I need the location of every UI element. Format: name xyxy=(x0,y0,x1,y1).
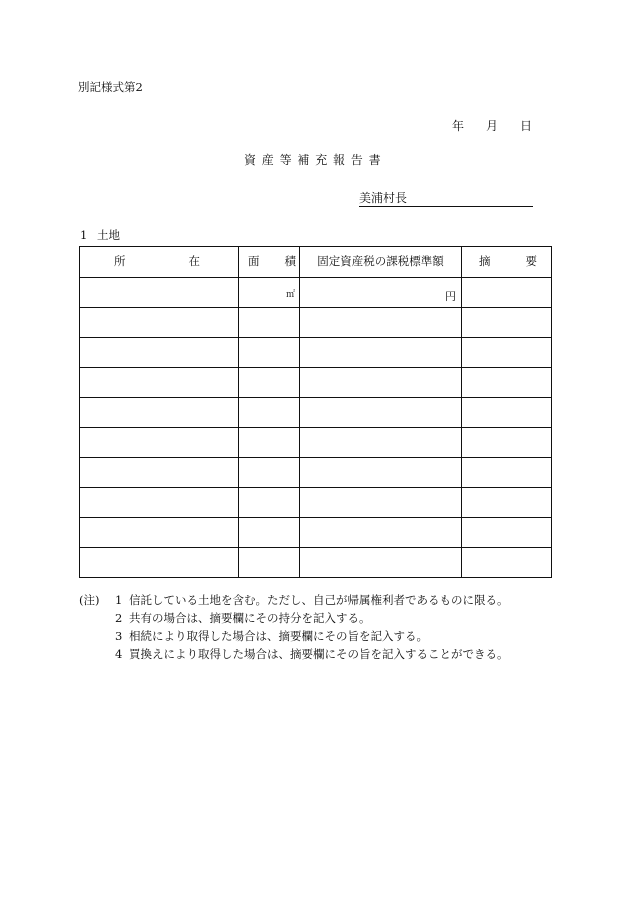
cell-remarks xyxy=(462,368,552,398)
cell-location xyxy=(80,488,239,518)
note-item xyxy=(79,649,509,661)
addressee: 美浦村長 xyxy=(359,191,408,205)
table-row xyxy=(80,368,552,398)
cell-assessed-value xyxy=(300,458,462,488)
note-text: 買換えにより取得した場合は、摘要欄にその旨を記入することができる。 xyxy=(129,647,509,661)
cell-location xyxy=(80,308,239,338)
land-table xyxy=(79,246,552,578)
cell-remarks xyxy=(462,488,552,518)
table-row xyxy=(80,338,552,368)
cell-assessed-value xyxy=(300,548,462,578)
cell-assessed-value xyxy=(300,428,462,458)
note-text: 信託している土地を含む。ただし、自己が帰属権利者であるものに限る。 xyxy=(129,593,509,607)
table-row xyxy=(80,548,552,578)
area-unit: ㎡ xyxy=(285,290,295,300)
cell-area xyxy=(239,458,300,488)
cell-remarks xyxy=(462,308,552,338)
header-remarks xyxy=(462,247,552,278)
note-text: 共有の場合は、摘要欄にその持分を記入する。 xyxy=(129,611,371,625)
cell-assessed-value xyxy=(300,338,462,368)
cell-remarks xyxy=(462,338,552,368)
table-row xyxy=(80,278,552,308)
cell-area xyxy=(239,398,300,428)
cell-location xyxy=(80,398,239,428)
header-area-char: 積 xyxy=(284,254,296,269)
cell-area xyxy=(239,338,300,368)
cell-assessed-value xyxy=(300,518,462,548)
note-item xyxy=(79,595,509,607)
table-row xyxy=(80,308,552,338)
cell-location xyxy=(80,278,239,308)
cell-location xyxy=(80,518,239,548)
date-day-label: 日 xyxy=(520,119,533,133)
section-number: 1 xyxy=(80,228,88,242)
note-number: 3 xyxy=(115,629,123,643)
table-header-row xyxy=(80,247,552,278)
cell-remarks xyxy=(462,428,552,458)
note-number: 2 xyxy=(115,611,123,625)
table-row xyxy=(80,458,552,488)
cell-assessed-value xyxy=(300,308,462,338)
table-row xyxy=(80,428,552,458)
header-remarks-char: 摘 xyxy=(479,254,491,269)
cell-remarks xyxy=(462,458,552,488)
cell-area xyxy=(239,488,300,518)
document-title: 資産等補充報告書 xyxy=(244,153,387,167)
cell-area xyxy=(239,518,300,548)
cell-area xyxy=(239,368,300,398)
cell-location xyxy=(80,458,239,488)
header-location-char: 所 xyxy=(114,254,126,269)
table-row xyxy=(80,518,552,548)
section-label: 土地 xyxy=(97,228,120,242)
header-area-char: 面 xyxy=(248,254,260,269)
header-assessed-value xyxy=(300,247,462,278)
notes-label: (注) xyxy=(79,593,100,607)
cell-location xyxy=(80,548,239,578)
header-remarks-char: 要 xyxy=(525,254,537,269)
cell-assessed-value xyxy=(300,368,462,398)
table-row xyxy=(80,488,552,518)
cell-location xyxy=(80,428,239,458)
note-number: 1 xyxy=(115,593,123,607)
cell-area xyxy=(239,428,300,458)
date-year-label: 年 xyxy=(452,119,465,133)
cell-assessed-value xyxy=(300,278,462,308)
date-month-label: 月 xyxy=(486,119,499,133)
note-text: 相続により取得した場合は、摘要欄にその旨を記入する。 xyxy=(129,629,428,643)
addressee-line xyxy=(359,192,533,207)
header-location xyxy=(80,247,239,278)
table-row xyxy=(80,398,552,428)
cell-area xyxy=(239,548,300,578)
note-item xyxy=(79,631,428,643)
header-assessed-value-label: 固定資産税の課税標準額 xyxy=(317,254,444,269)
section-heading xyxy=(80,230,120,242)
header-area xyxy=(239,247,300,278)
cell-remarks xyxy=(462,398,552,428)
cell-area xyxy=(239,278,300,308)
cell-assessed-value xyxy=(300,398,462,428)
cell-location xyxy=(80,338,239,368)
cell-assessed-value xyxy=(300,488,462,518)
cell-location xyxy=(80,368,239,398)
cell-remarks xyxy=(462,548,552,578)
cell-remarks xyxy=(462,518,552,548)
amount-unit: 円 xyxy=(445,289,456,303)
cell-remarks xyxy=(462,278,552,308)
form-number: 別記様式第2 xyxy=(78,80,143,94)
header-location-char: 在 xyxy=(188,254,200,269)
note-item xyxy=(79,613,371,625)
cell-area xyxy=(239,308,300,338)
note-number: 4 xyxy=(115,647,123,661)
